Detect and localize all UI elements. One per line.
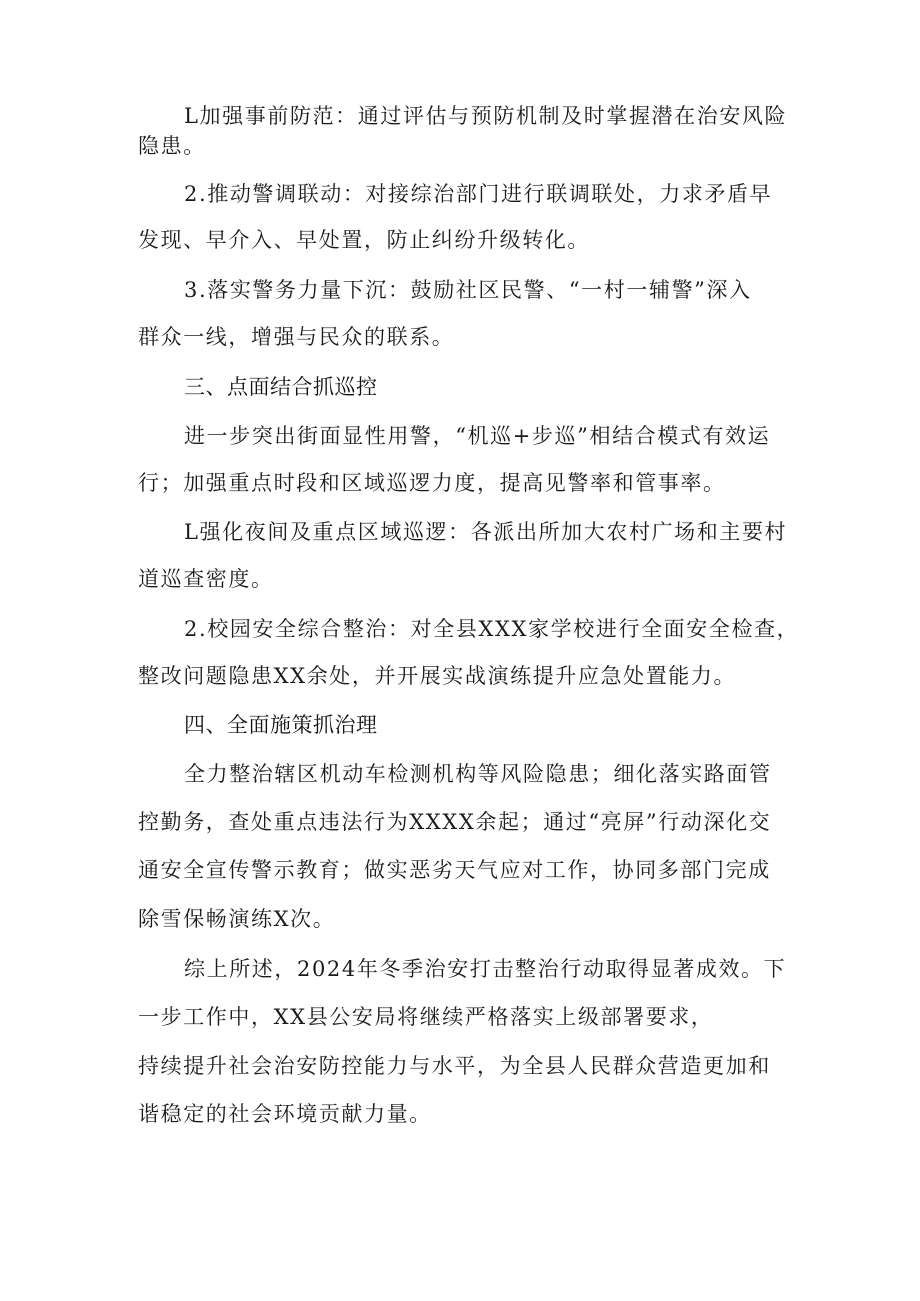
paragraph-prevention-line-1: L加强事前防范：通过评估与预防机制及时掌握潜在治安风险 [184, 104, 788, 128]
paragraph-traffic-governance-line-3: 通安全宣传警示教育；做实恶劣天气应对工作，协同多部门完成 [138, 858, 771, 882]
paragraph-street-policing-line-2: 行；加强重点时段和区域巡逻力度，提高见警率和管事率。 [138, 471, 726, 495]
paragraph-police-force-line-1: 3.落实警务力量下沉：鼓励社区民警、“一村一辅警”深入 [184, 278, 752, 302]
paragraph-conclusion-line-1: 综上所述，2024年冬季治安打击整治行动取得显著成效。下 [184, 957, 787, 981]
paragraph-conclusion-line-2: 一步工作中，XX县公安局将继续严格落实上级部署要求， [138, 1005, 714, 1029]
paragraph-conclusion-line-4: 谐稳定的社会环境贡献力量。 [138, 1102, 432, 1126]
section-heading-patrol: 三、点面结合抓巡控 [184, 375, 378, 399]
paragraph-campus-safety-line-1: 2.校园安全综合整治：对全县XXX家学校进行全面安全检查， [184, 617, 800, 641]
paragraph-police-mediation-line-1: 2.推动警调联动：对接综治部门进行联调联处，力求矛盾早 [184, 182, 773, 206]
paragraph-conclusion-line-3: 持续提升社会治安防控能力与水平，为全县人民群众营造更加和 [138, 1054, 771, 1078]
section-heading-governance: 四、全面施策抓治理 [184, 713, 378, 737]
paragraph-prevention-line-2: 隐患。 [138, 134, 206, 158]
paragraph-traffic-governance-line-2: 控勤务，查处重点违法行为XXXX余起；通过“亮屏”行动深化交 [138, 810, 772, 834]
paragraph-police-mediation-line-2: 发现、早介入、早处置，防止纠纷升级转化。 [138, 228, 590, 252]
paragraph-night-patrol-line-1: L强化夜间及重点区域巡逻：各派出所加大农村广场和主要村 [184, 520, 788, 544]
paragraph-night-patrol-line-2: 道巡查密度。 [138, 567, 274, 591]
paragraph-street-policing-line-1: 进一步突出街面显性用警，“机巡+步巡”相结合模式有效运 [184, 424, 771, 448]
paragraph-campus-safety-line-2: 整改问题隐患XX余处，并开展实战演练提升应急处置能力。 [138, 664, 737, 688]
paragraph-traffic-governance-line-1: 全力整治辖区机动车检测机构等风险隐患；细化落实路面管 [184, 762, 772, 786]
paragraph-police-force-line-2: 群众一线，增强与民众的联系。 [138, 325, 455, 349]
paragraph-traffic-governance-line-4: 除雪保畅演练X次。 [138, 907, 336, 931]
